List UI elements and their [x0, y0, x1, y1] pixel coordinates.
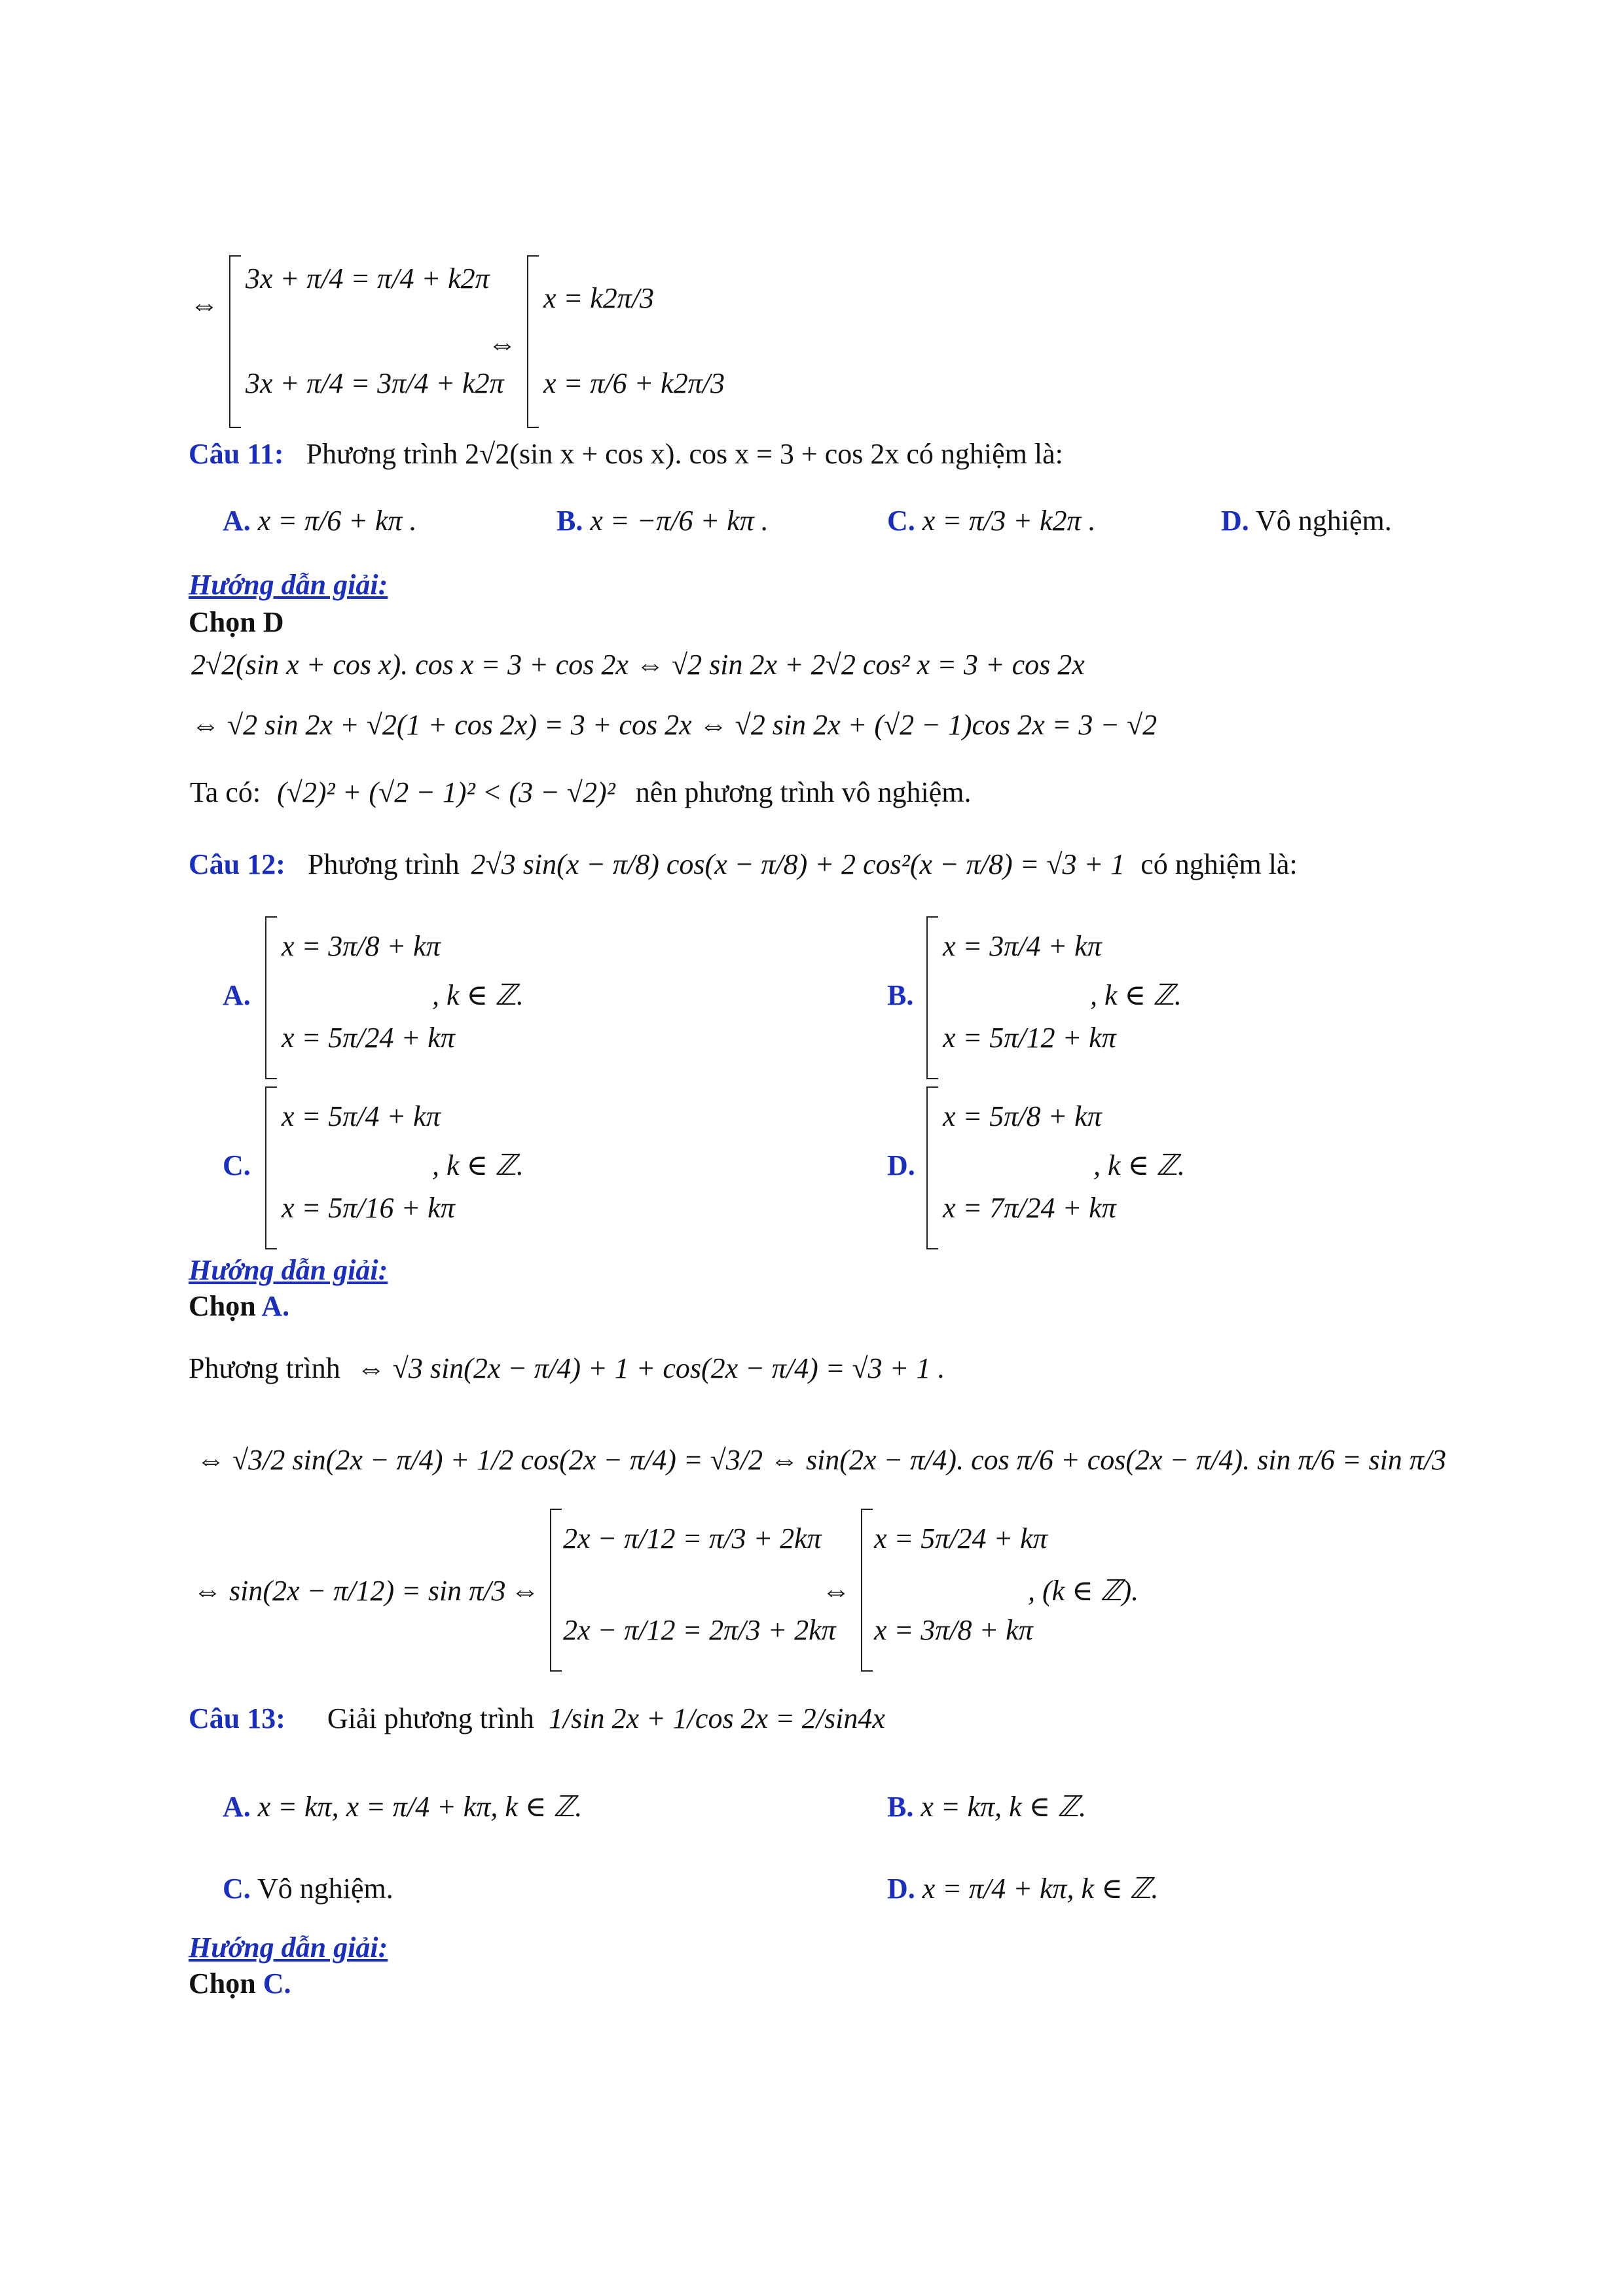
question-12 [189, 848, 1298, 881]
solution-lead: Ta có: [190, 776, 261, 808]
option-a[interactable] [223, 504, 417, 537]
option-letter: B. [556, 505, 583, 537]
option-letter: A. [223, 979, 251, 1011]
solution-math: ⇔ √3 sin(2x − π/4) + 1 + cos(2x − π/4) = √3 + 1 . [356, 1352, 945, 1384]
choose-answer: Chọn D [189, 606, 284, 638]
equiv-symbol: ⇔ [190, 289, 219, 321]
option-text: x = −π/6 + kπ . [590, 505, 769, 537]
question-stem-end: có nghiệm là: [1140, 848, 1298, 880]
solution-line: ⇔ sin(2x − π/12) = sin π/3 [193, 1575, 506, 1607]
choose-letter: A. [261, 1290, 290, 1322]
solution-tail: , (k ∈ ℤ). [1028, 1575, 1139, 1607]
option-c[interactable] [223, 1872, 393, 1905]
option-text: Vô nghiệm. [257, 1873, 393, 1905]
option-c[interactable] [887, 504, 1096, 537]
question-stem: Giải phương trình [327, 1702, 534, 1734]
question-stem: Phương trình [307, 848, 460, 880]
question-11 [189, 437, 1063, 471]
option-row: x = 5π/12 + kπ [943, 1022, 1116, 1054]
option-text: x = π/6 + kπ . [257, 505, 417, 537]
option-tail: , k ∈ ℤ. [432, 979, 524, 1011]
system-row: x = 5π/24 + kπ [874, 1522, 1048, 1554]
solution-line [190, 776, 972, 809]
bracket [265, 916, 277, 1079]
option-text: x = kπ, k ∈ ℤ. [921, 1791, 1087, 1823]
option-row: x = 5π/24 + kπ [282, 1022, 455, 1054]
option-row: x = 5π/4 + kπ [282, 1100, 441, 1132]
solution-lead: Phương trình [189, 1352, 340, 1384]
question-13 [189, 1702, 885, 1735]
choose-letter: C. [263, 1967, 291, 2000]
bracket [550, 1509, 562, 1672]
solution-tail: nên phương trình vô nghiệm. [635, 776, 972, 808]
equiv-symbol: ⇔ [822, 1575, 850, 1607]
option-text: x = π/3 + k2π . [922, 505, 1096, 537]
option-letter: A. [223, 505, 251, 537]
option-a[interactable] [223, 978, 251, 1012]
question-math: 2√3 sin(x − π/8) cos(x − π/8) + 2 cos²(x − π/8) = √3 + 1 [471, 848, 1125, 880]
question-stem: Phương trình 2√2(sin x + cos x). cos x = 3 + cos 2x có nghiệm là: [306, 438, 1063, 470]
question-label: Câu 13: [189, 1702, 285, 1734]
guide-heading: Hướng dẫn giải: [189, 1254, 388, 1286]
choose-answer [189, 1289, 289, 1323]
option-row: x = 3π/4 + kπ [943, 930, 1102, 962]
option-letter: B. [887, 979, 914, 1011]
equiv-symbol: ⇔ [488, 328, 517, 360]
solution-math: (√2)² + (√2 − 1)² < (3 − √2)² [277, 776, 615, 808]
system-row: x = k2π/3 [543, 282, 655, 314]
option-d[interactable] [1221, 504, 1392, 537]
option-tail: , k ∈ ℤ. [432, 1149, 524, 1181]
option-text: x = kπ, x = π/4 + kπ, k ∈ ℤ. [257, 1791, 583, 1823]
option-c[interactable] [223, 1149, 251, 1182]
question-label: Câu 11: [189, 438, 284, 470]
guide-heading: Hướng dẫn giải: [189, 569, 388, 601]
option-letter: C. [223, 1873, 251, 1905]
bracket [926, 916, 938, 1079]
option-tail: , k ∈ ℤ. [1093, 1149, 1185, 1181]
option-letter: D. [1221, 505, 1249, 537]
question-math: 1/sin 2x + 1/cos 2x = 2/sin4x [548, 1702, 885, 1734]
bracket [265, 1086, 277, 1249]
option-row: x = 5π/8 + kπ [943, 1100, 1102, 1132]
option-b[interactable] [556, 504, 769, 537]
option-row: x = 5π/16 + kπ [282, 1192, 455, 1224]
option-row: x = 7π/24 + kπ [943, 1192, 1116, 1224]
choose-answer [189, 1967, 291, 2000]
system-row: x = π/6 + k2π/3 [543, 367, 725, 399]
option-letter: C. [887, 505, 915, 537]
option-letter: D. [887, 1149, 915, 1181]
option-letter: D. [887, 1873, 915, 1905]
option-row: x = 3π/8 + kπ [282, 930, 441, 962]
option-letter: A. [223, 1791, 251, 1823]
choose-word: Chọn [189, 1967, 256, 2000]
system-row: 3x + π/4 = π/4 + k2π [246, 262, 490, 295]
option-a[interactable] [223, 1790, 582, 1823]
option-b[interactable] [887, 978, 913, 1012]
bracket [229, 255, 241, 428]
option-b[interactable] [887, 1790, 1086, 1823]
option-tail: , k ∈ ℤ. [1090, 979, 1182, 1011]
question-label: Câu 12: [189, 848, 285, 880]
equiv-symbol: ⇔ [511, 1575, 539, 1607]
choose-word: Chọn [189, 1290, 256, 1322]
guide-heading: Hướng dẫn giải: [189, 1931, 388, 1964]
bracket [861, 1509, 873, 1672]
bracket [926, 1086, 938, 1249]
system-row: 2x − π/12 = π/3 + 2kπ [563, 1522, 822, 1554]
option-text: x = π/4 + kπ, k ∈ ℤ. [922, 1873, 1159, 1905]
option-letter: C. [223, 1149, 251, 1181]
solution-line: 2√2(sin x + cos x). cos x = 3 + cos 2x ⇔ √2 sin 2x + 2√2 cos² x = 3 + cos 2x [191, 649, 1085, 681]
system-row: 3x + π/4 = 3π/4 + k2π [246, 367, 504, 399]
bracket [527, 255, 539, 428]
option-letter: B. [887, 1791, 914, 1823]
solution-line: ⇔ √2 sin 2x + √2(1 + cos 2x) = 3 + cos 2x ⇔ √2 sin 2x + (√2 − 1)cos 2x = 3 − √2 [191, 709, 1158, 741]
solution-line: ⇔ √3/2 sin(2x − π/4) + 1/2 cos(2x − π/4) = √3/2 ⇔ sin(2x − π/4). cos π/6 + cos(2x − π/4). sin π/6 = sin π/3 [196, 1444, 1447, 1476]
solution-line [189, 1352, 945, 1385]
option-text: Vô nghiệm. [1256, 505, 1392, 537]
option-d[interactable] [887, 1872, 1158, 1905]
option-d[interactable] [887, 1149, 915, 1182]
system-row: x = 3π/8 + kπ [874, 1614, 1033, 1646]
system-row: 2x − π/12 = 2π/3 + 2kπ [563, 1614, 836, 1646]
